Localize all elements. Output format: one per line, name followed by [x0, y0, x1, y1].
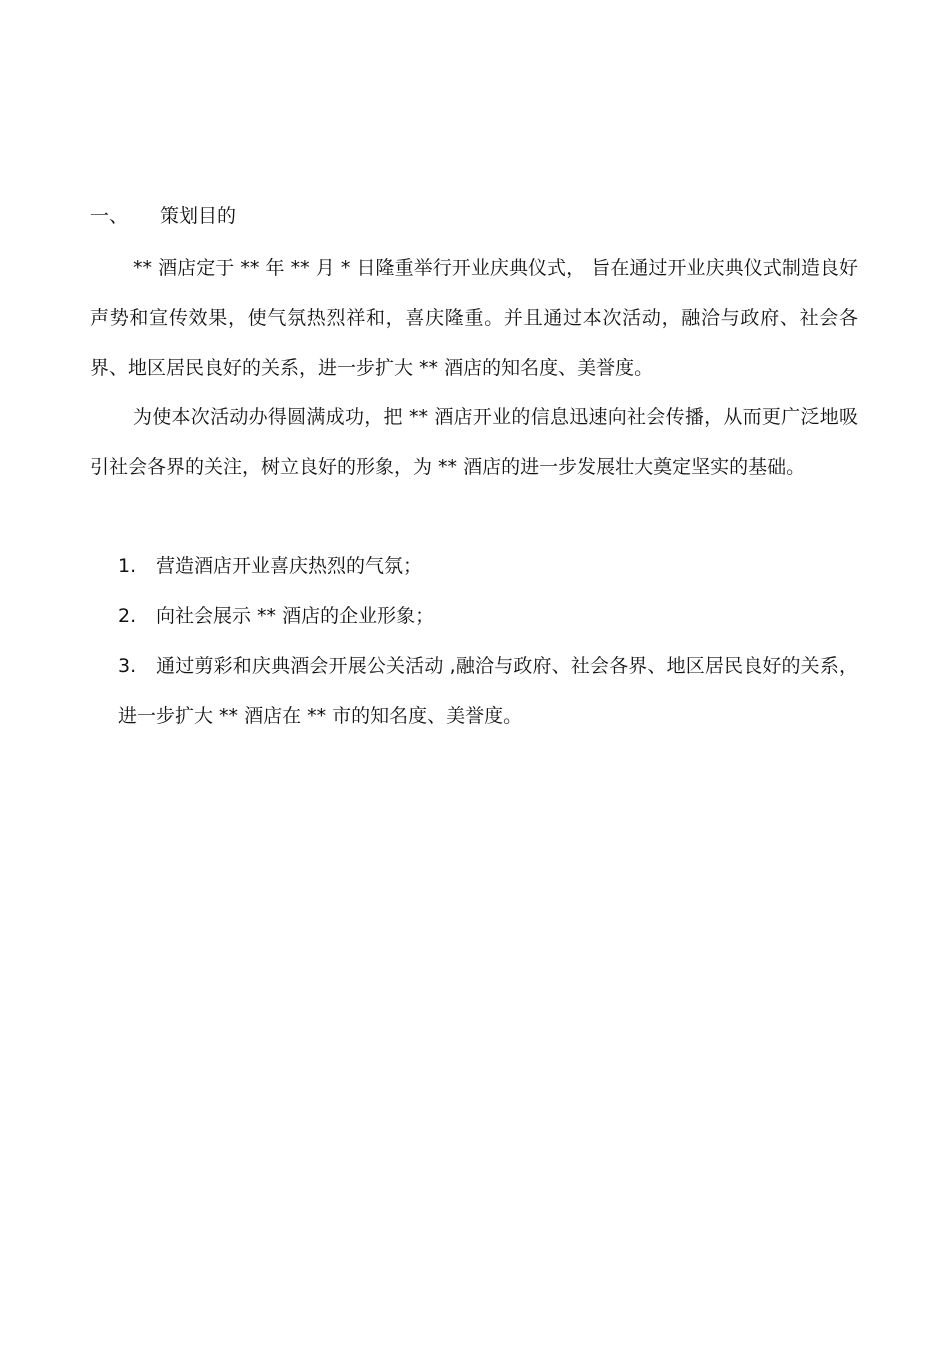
section-heading: [90, 203, 236, 229]
section-number: 一、: [90, 205, 129, 227]
list-item: [118, 591, 858, 641]
list-item-text: 营造酒店开业喜庆热烈的气氛；: [156, 555, 423, 577]
paragraph-purpose: ** 酒店定于 ** 年 ** 月 * 日隆重举行开业庆典仪式， 旨在通过开业庆典仪式制造良好声势和宣传效果，使气氛热烈祥和，喜庆隆重。并且通过本次活动，融洽与政府、社会各界、地区居民良好的关系，进一步扩大 ** 酒店的知名度、美誉度。: [90, 257, 858, 379]
list-item-text: 通过剪彩和庆典酒会开展公关活动 ,融洽与政府、社会各界、地区居民良好的关系，进一步扩大 ** 酒店在 ** 市的知名度、美誉度。: [118, 655, 858, 727]
objectives-list: [118, 541, 858, 741]
list-item-text: 向社会展示 ** 酒店的企业形象；: [156, 605, 435, 627]
list-marker: 3.: [118, 655, 137, 677]
list-marker: 2.: [118, 605, 137, 627]
section-title: 策划目的: [160, 205, 237, 227]
list-marker: 1.: [118, 555, 137, 577]
list-item: [118, 641, 858, 741]
list-item: [118, 541, 858, 591]
paragraph-goal: 为使本次活动办得圆满成功，把 ** 酒店开业的信息迅速向社会传播，从而更广泛地吸引社会各界的关注，树立良好的形象，为 ** 酒店的进一步发展壮大奠定坚实的基础。: [90, 406, 858, 478]
